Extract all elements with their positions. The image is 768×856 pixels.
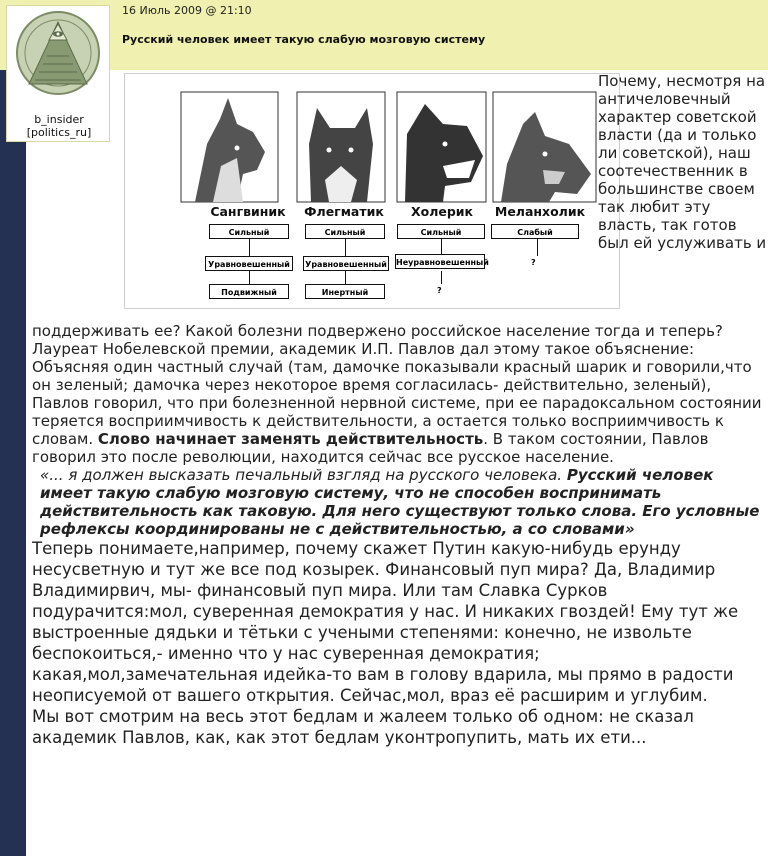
trait-box: Сильный: [305, 224, 385, 239]
paragraph: Теперь понимаете,например, почему скажет Путин какую-нибудь ерунду несусветную и тут же все под козырек. Финансовый пуп мира? Да, Владимир Владимирвич, мы- финансовый пуп мира. Или там Славка Сурков подурачится:мол, суверенная демократия у нас. И никаких гвоздей! Ему тут же выстроенные дядьки и тётьки с учеными степенями: конечно, не извольте беспокоиться,- именно что у нас суверенная демократия; какая,мол,замечательная идейка-то вам в голову вдарила, мы прямо в радости неописуемой от вашего открытия. Сейчас,мол, враз её расширим и углубим.: [32, 539, 739, 705]
article-text: [32, 322, 762, 748]
post-header: [0, 0, 768, 70]
paragraph: [32, 340, 762, 466]
pavlov-quote: [32, 466, 762, 538]
temperament-name: Меланхолик: [494, 204, 586, 219]
trait-unknown: ?: [531, 258, 536, 267]
intro-text: Почему, несмотря на античеловечный характер советской власти (да и только ли советской), наш соотечественник в большинстве своем так любит эту власть, так готов был ей услуживать и: [598, 72, 767, 252]
quote-text: «... я должен высказать печальный взгляд на русского человека.: [40, 466, 563, 484]
connector-line: [537, 238, 538, 256]
connector-line: [249, 238, 250, 256]
paragraph-text: Лауреат Нобелевской премии, академик И.П. Павлов дал этому такое объяснение: Объясняя один частный случай (там, дамочке показывали красный шарик и говорили,что он зеленый; дамочка через некоторое время согласилась- действительно, зеленый), Павлов говорил, что при болезненной нервной системе, при ее парадоксальном состоянии теряется восприимчивость к действительности, а остается только восприимчивость к словам.: [32, 340, 762, 448]
trait-box: Сильный: [209, 224, 289, 239]
trait-box: Слабый: [491, 224, 579, 239]
trait-box: Уравновешенный: [205, 256, 293, 271]
paragraph: поддерживать ее? Какой болезни подвержено российское население тогда и теперь?: [32, 322, 723, 340]
connector-line: [249, 271, 250, 284]
post-date: 16 Июль 2009 @ 21:10: [122, 4, 252, 17]
connector-line: [345, 271, 346, 284]
username-link[interactable]: b_insider: [34, 113, 84, 126]
trait-unknown: ?: [437, 286, 442, 295]
paragraph: Мы вот смотрим на весь этот бедлам и жалеем только об одном: не сказал академик Павлов, как, как этот бедлам уконтропупить, мать их ети...: [32, 707, 694, 747]
userpic-image[interactable]: [15, 10, 101, 114]
post-body: [26, 70, 768, 856]
trait-box: Неуравновешенный: [395, 254, 485, 269]
trait-box: Подвижный: [209, 284, 289, 299]
connector-line: [441, 271, 442, 284]
trait-box: Инертный: [305, 284, 385, 299]
trait-box: Сильный: [397, 224, 485, 239]
emphasis-text: Слово начинает заменять действительность: [97, 430, 484, 448]
paragraph-text: . В таком состоянии, Павлов говорил это после революции, находится сейчас все русское население.: [32, 430, 709, 466]
temperament-name: Флегматик: [304, 204, 384, 219]
user-card[interactable]: [6, 5, 110, 142]
temperament-name: Холерик: [410, 204, 474, 219]
community-link[interactable]: [politics_ru]: [26, 126, 92, 139]
post-title[interactable]: Русский человек имеет такую слабую мозговую систему: [122, 33, 486, 46]
trait-box: Уравновешенный: [303, 256, 389, 271]
temperament-name: Сангвиник: [210, 204, 286, 219]
dog-illustrations: [125, 74, 619, 308]
quote-emphasis: Русский человек имеет такую слабую мозговую систему, что не способен воспринимать действительность как таковую. Для него существуют только слова. Его условные рефлексы координированы не с действительностью, а со словами»: [40, 466, 760, 538]
temperament-figure: [124, 73, 620, 309]
connector-line: [345, 238, 346, 256]
